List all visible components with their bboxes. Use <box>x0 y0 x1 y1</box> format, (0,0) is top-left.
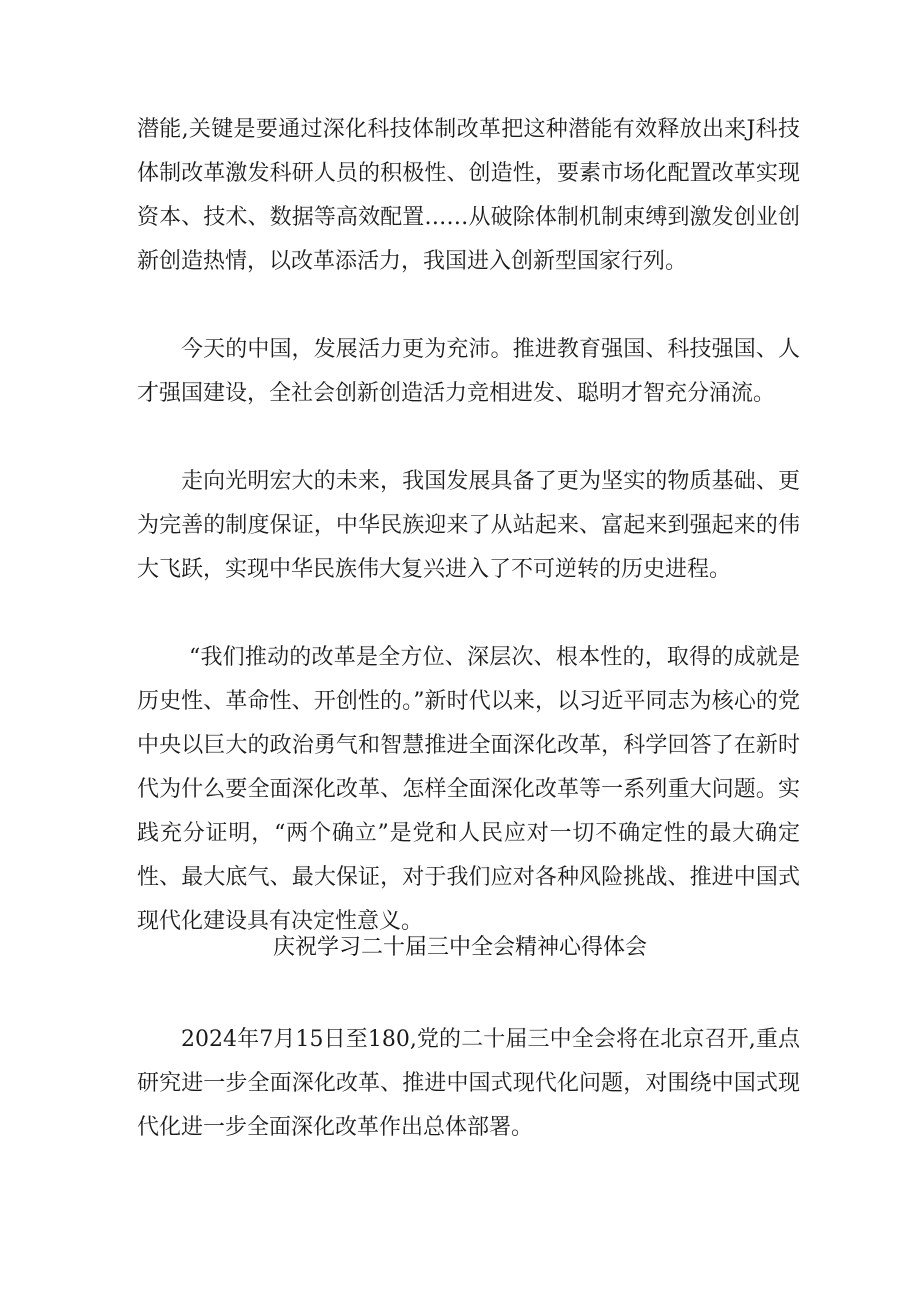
body-paragraph: 2024年7月15日至180,党的二十届三中全会将在北京召开,重点研究进一步全面深化改革、推进中国式现代化问题，对围绕中国式现代化进一步全面深化改革作出总体部署。 <box>137 1027 800 1140</box>
body-paragraph: 今天的中国，发展活力更为充沛。推进教育强国、科技强国、人才强国建设，全社会创新创造活力竞相进发、聪明才智充分涌流。 <box>137 337 800 406</box>
body-paragraph: “我们推动的改革是全方位、深层次、根本性的，取得的成就是历史性、革命性、开创性的。”新时代以来，以习近平同志为核心的党中央以巨大的政治勇气和智慧推进全面深化改革，科学回答了在新时代为什么要全面深化改革、怎样全面深化改革等一系列重大问题。实践充分证明，“两个确立”是党和人民应对一切不确定性的最大确定性、最大底气、最大保证，对于我们应对各种风险挑战、推进中国式现代化建设具有决定性意义。 <box>137 645 800 934</box>
body-paragraph: 走向光明宏大的未来，我国发展具备了更为坚实的物质基础、更为完善的制度保证，中华民族迎来了从站起来、富起来到强起来的伟大飞跃，实现中华民族伟大复兴进入了不可逆转的历史进程。 <box>137 469 800 582</box>
body-paragraph: 潜能,关键是要通过深化科技体制改革把这种潜能有效释放出来J科技体制改革激发科研人员的积极性、创造性，要素市场化配置改革实现资本、技术、数据等高效配置……从破除体制机制束缚到激发创业创新创造热情，以改革添活力，我国进入创新型国家行列。 <box>137 117 800 274</box>
section-title: 庆祝学习二十届三中全会精神心得体会 <box>272 935 647 960</box>
